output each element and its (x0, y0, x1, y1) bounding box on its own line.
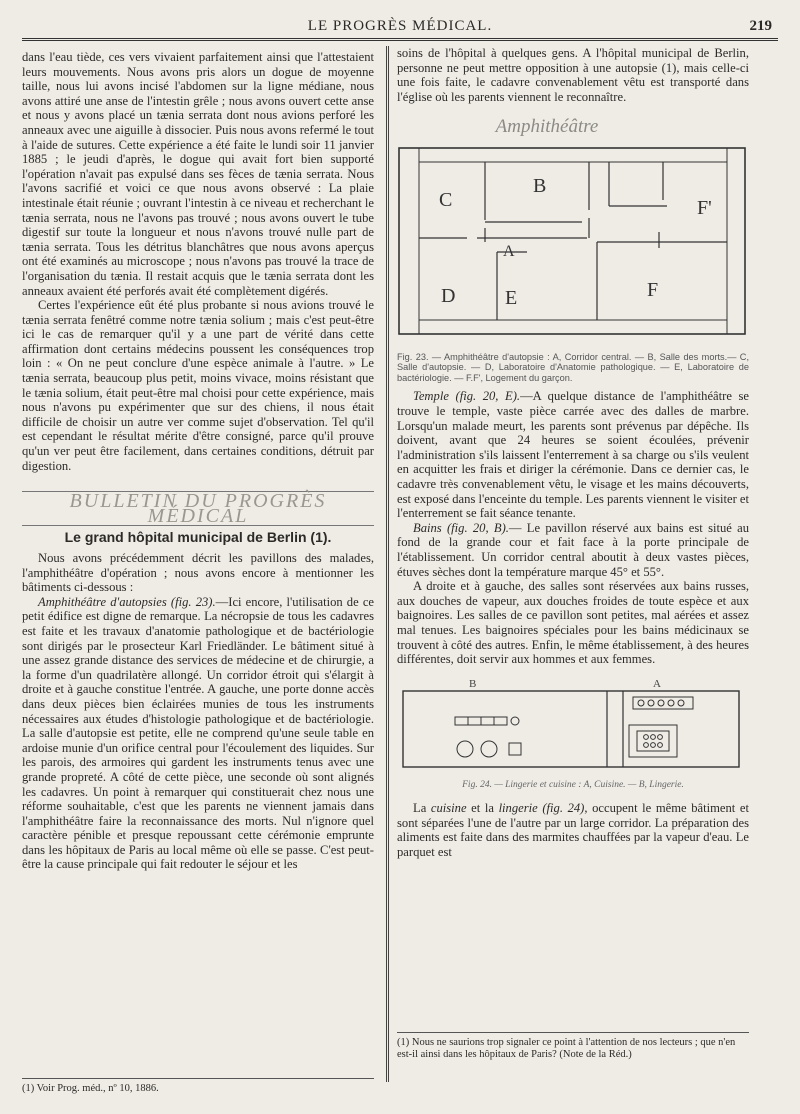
fig23-label-d: D (441, 285, 456, 308)
figure-23-caption: Fig. 23. — Amphithéâtre d'autopsie : A, Corridor central. — B, Salle des morts.— C, Salle d'autopsie. — D, Laboratoire d'Anatomie pathologique. — E, Laboratoire de bactériologie. — F.F', Logement du garçon. (397, 351, 749, 383)
bulletin-heading: BULLETIN DU PROGRÈS MÉDICAL (22, 491, 374, 526)
amphitheatre-lead: Amphithéâtre d'autopsies (fig. 23). (38, 594, 216, 609)
right-paragraph-bains (397, 521, 749, 579)
fig24-label-a: A (653, 677, 661, 690)
right-column (397, 46, 749, 859)
page-number: 219 (749, 18, 772, 34)
cuisine-mid: et la (466, 800, 499, 815)
cuisine-word: cuisine (430, 800, 467, 815)
figure-24-plan (397, 673, 749, 769)
fig24-label-b: B (469, 677, 477, 690)
right-footnote: (1) Nous ne saurions trop signaler ce point à l'attention de nos lecteurs ; que n'en est-il ainsi dans les hôpitaux de Paris? (Note de la Réd.) (397, 1032, 749, 1061)
amphitheatre-text: —Ici encore, l'utilisation de ce petit édifice est digne de remarque. La nécropsie de tous les cadavres est faite et les travaux d'anatomie pathologique et de bactériologie sont dirigés par le prosecteur Karl Friedländer. Le bâtiment situé à une assez grande distance des services de médecine et de chirurgie, a la forme d'un quadrilatère allongé. Un corridor étroit qui s'élargit à droite et à gauche constitue l'entrée. A gauche, une porte donne accès dans deux pièces bien éclairées munies de tous les instruments nécessaires aux études d'histologie pathologique et de bactériologie. La salle d'autopsie est petite, elle ne comprend qu'une seule table en ardoise munie d'un orifice central pour l'écoulement des liquides. Sur les parois, des armoires qui gardent les instruments tenus avec une grande propreté. A côté de cette pièce, une seconde où sont alignés les cadavres. Un point à remarquer qui constituerait chez nous une réforme souhaitable, c'est que les parents ne viennent jamais dans l'amphithéâtre faire la reconnaissance des morts. Nul n'ignore quel caractère pénible et presque repoussant cette cérémonie emprunte dans les hôpitaux de Paris au local même où elle se passe. C'est peut-être la cause principale qui fait redouter le séjour et les (22, 594, 375, 872)
left-column (22, 50, 374, 872)
left-paragraph-1: dans l'eau tiède, ces vers vivaient parfaitement ainsi que l'attestaient leurs mouvements. Nous avons pris alors un dogue de moyenne taille, nous lui avons incisé l'abdomen sur la ligne médiane, nous avons attiré une anse de l'intestin grêle ; nous avons ouvert cette anse et nous y avons placé un tænia serrata dont nous avions perforé les anneaux avec une aiguille à dissocier. Puis nous avons refermé le tout à l'aide de sutures. Cette expérience a été faite le lundi soir 11 janvier 1885 ; le jeudi d'après, le dogue qui avait fort bien supporté l'opération n'avait pas expulsé dans ses fèces de tænia serrata. Nous l'avons sacrifié et voici ce que nous avons observé : La plaie intestinale était réunie ; ouvrant l'intestin à ce niveau et recherchant le tænia serrata, nous ne l'avons pas trouvé ; nous avons ouvert le tube digestif sur toute la longueur et nous n'avons trouvé nulle part de tænia serrata. Tous les détritus blanchâtres que nous avons aperçus ont été examinés au microscope ; nous n'avons pas trouvé la trace de l'organisation du tænia. Il restait acquis que le tænia serrata dont les anneaux avaient été perforés avait été complètement digérés. (22, 50, 374, 298)
page-header (22, 16, 778, 38)
right-paragraph-temple (397, 389, 749, 520)
temple-lead: Temple (fig. 20, E). (413, 389, 521, 404)
bains-text: — Le pavillon réservé aux bains est situé au fond de la grande cour et fait face à la porte principale de l'établissement. Un corridor central aboutit à deux vastes pièces, étuves sèches dont la température marque 45° et 55°. (397, 520, 750, 579)
right-paragraph-cuisine (397, 801, 749, 859)
bains-lead: Bains (fig. 20, B). (413, 520, 509, 535)
fig23-label-e: E (505, 287, 518, 310)
figure-23-plan (397, 110, 749, 342)
left-footnote: (1) Voir Prog. méd., nº 10, 1886. (22, 1078, 374, 1095)
lingerie-word: lingerie (498, 800, 538, 815)
cuisine-pre: La (413, 800, 431, 815)
temple-text: —A quelque distance de l'amphithéâtre se trouve le temple, vaste pièce carrée avec des dalles de marbre. Lorsqu'un malade meurt, les parents sont prévenus par dépêche. Ils doivent, avant que 24 heures se soient écoulées, prévenir l'administration s'ils laissent l'enterrement à sa charge ou s'ils veulent en acquitter les frais et diriger la cérémonie. Dans ce dernier cas, le cadavre très convenablement vêtu, le visage et les mains découverts, est exposé dans l'enceinte du temple. Les parents viennent le visiter et l'enterrement se fait séance tenante. (397, 389, 749, 521)
cuisine-text: , occupent le même bâtiment et sont séparées l'une de l'autre par un large corridor. La préparation des aliments est faite dans des marmites chauffées par la vapeur d'eau. Le parquet est (397, 800, 749, 859)
fig23-label-b: B (533, 175, 547, 198)
right-paragraph-1: soins de l'hôpital à quelques gens. A l'hôpital municipal de Berlin, personne ne peut mettre opposition à une autopsie (1), mais celle-ci une fois faite, le cadavre convenablement vêtu est transporté dans l'église où les parents viennent le reconnaître. (397, 46, 749, 104)
fig23-label-a: A (503, 243, 515, 261)
left-paragraph-4 (22, 595, 374, 872)
article-title: Le grand hôpital municipal de Berlin (1). (64, 529, 332, 546)
right-paragraph-salles: A droite et à gauche, des salles sont réservées aux bains russes, aux douches de vapeur, aux douches froides de toute espèce et aux baignoires. Les salles de ce pavillon sont petites, mal aérées et assez mal tenues. Les baignoires spéciales pour les bains médicinaux se trouvent à côté des autres. Enfin, le même établissement, à des heures différentes, doit servir aux hommes et aux femmes. (397, 579, 749, 667)
left-paragraph-2: Certes l'expérience eût été plus probante si nous avions trouvé le tænia serrata fenêtré comme notre tænia solium ; mais c'est peut-être ici le cas de remarquer qu'il y a une part de vérité dans cette affirmation dont certains médecins poussent les conséquences trop loin : « On ne peut conclure d'une espèce animale à l'autre. » Le tænia serrata, beaucoup plus petit, moins vivace, moins résistant que le tænia solium, était peut-être mal choisi pour cette expérience, mais nous n'avons pu expérimenter que sur des chiens, il nous était difficile de choisir un autre ver comme sujet d'observation. Tel qu'il est cependant le résultat mérite d'être consigné, parce qu'il prouve qu'un ver peut être facilement, dans certaines conditions, détruit par digestion. (22, 298, 374, 473)
cuisine-fig-ref: (fig. 24) (537, 800, 585, 815)
fig23-label-c: C (439, 189, 453, 212)
fig23-label-fprime: F' (697, 197, 712, 220)
fig23-label-f: F (647, 279, 659, 302)
header-rule (22, 38, 778, 41)
figure-24-caption: Fig. 24. — Lingerie et cuisine : A, Cuisine. — B, Lingerie. (462, 780, 684, 791)
left-paragraph-3: Nous avons précédemment décrit les pavillons des malades, l'amphithéâtre d'opération ; nous avons encore à mentionner les bâtiments ci-dessous : (22, 551, 374, 595)
column-separator (386, 46, 389, 1082)
fig23-title: Amphithéâtre (495, 116, 599, 138)
journal-title: LE PROGRÈS MÉDICAL. (307, 18, 493, 34)
